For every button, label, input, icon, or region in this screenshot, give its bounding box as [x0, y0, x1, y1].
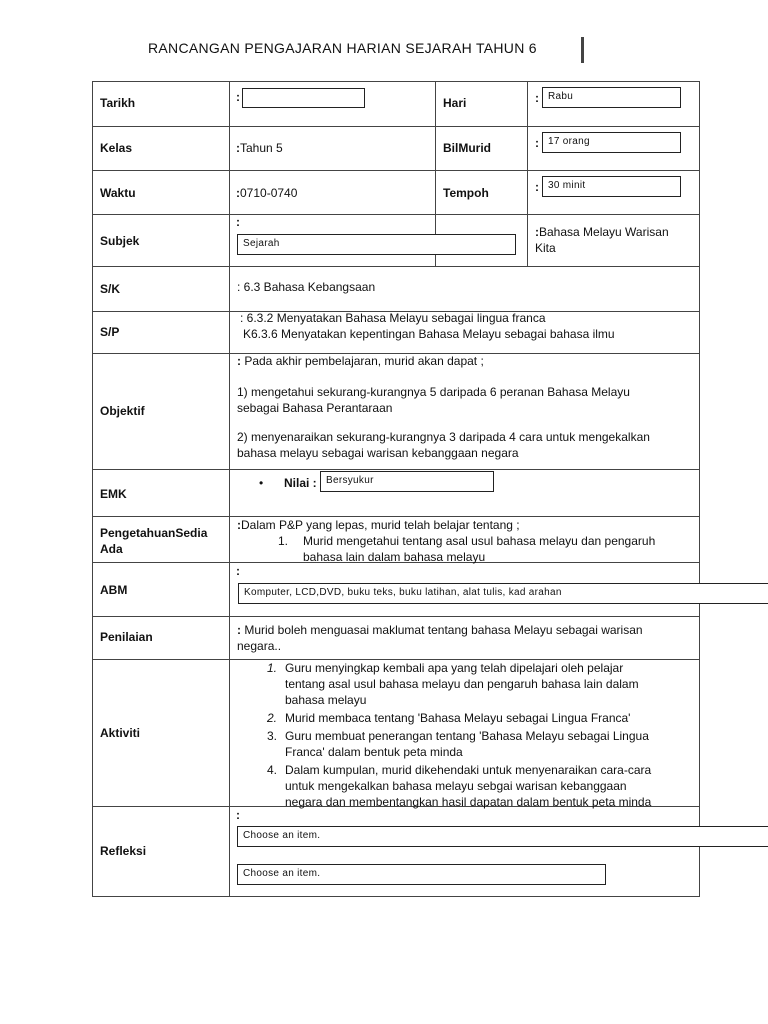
aktiviti-list	[255, 660, 651, 810]
bilmurid-label: BilMurid	[443, 141, 491, 155]
sp-label: S/P	[100, 325, 120, 339]
bilmurid-field[interactable]: 17 orang	[542, 132, 681, 153]
refleksi-label: Refleksi	[100, 844, 147, 858]
pengetahuan-label-line1: PengetahuanSedia	[100, 526, 208, 540]
document-title: RANCANGAN PENGAJARAN HARIAN SEJARAH TAHUN 6	[148, 40, 537, 56]
penilaian-label: Penilaian	[100, 630, 153, 644]
kelas-separator: :	[236, 141, 240, 155]
emk-bullet: •	[259, 476, 264, 490]
aktiviti-item-num: 2.	[266, 711, 277, 725]
abm-label: ABM	[100, 583, 128, 597]
pengetahuan-item-line2: bahasa lain dalam bahasa melayu	[303, 550, 486, 564]
sp-line2: K6.3.6 Menyatakan kepentingan Bahasa Melayu sebagai bahasa ilmu	[243, 327, 615, 341]
aktiviti-item-num: 4.	[266, 763, 277, 777]
waktu-value	[236, 185, 297, 201]
refleksi-choice-2[interactable]: Choose an item.	[237, 864, 606, 885]
aktiviti-item	[255, 762, 651, 810]
aktiviti-item-line: untuk mengekalkan bahasa melayu sebgai warisan kebanggaan	[285, 779, 627, 793]
sp-value	[240, 310, 615, 342]
tarikh-field[interactable]	[242, 88, 365, 108]
waktu-text: 0710-0740	[240, 186, 298, 200]
table-border-top	[92, 81, 700, 82]
nilai-label: Nilai :	[284, 476, 317, 490]
aktiviti-label: Aktiviti	[100, 726, 141, 740]
objektif-item1-line1: 1) mengetahui sekurang-kurangnya 5 daripada 6 peranan Bahasa Melayu	[237, 385, 630, 399]
objektif-item1-line2: sebagai Bahasa Perantaraan	[237, 401, 393, 415]
sk-label: S/K	[100, 282, 121, 296]
tempoh-field[interactable]: 30 minit	[542, 176, 681, 197]
objektif-intro: Pada akhir pembelajaran, murid akan dapat ;	[241, 354, 484, 368]
objektif-content	[237, 353, 650, 461]
aktiviti-item-line: Dalam kumpulan, murid dikehendaki untuk menyenaraikan cara-cara	[285, 763, 652, 777]
aktiviti-item-line: bahasa melayu	[285, 693, 367, 707]
pengetahuan-item	[303, 533, 655, 565]
tarikh-label: Tarikh	[100, 96, 136, 110]
kelas-value	[236, 140, 283, 156]
tarikh-separator: :	[236, 90, 240, 104]
kelas-label: Kelas	[100, 141, 133, 155]
waktu-label: Waktu	[100, 186, 136, 200]
aktiviti-item	[255, 728, 651, 760]
bilmurid-separator: :	[535, 136, 539, 150]
subjek-right-separator: :	[535, 225, 539, 239]
hari-label: Hari	[443, 96, 467, 110]
refleksi-choice-1[interactable]: Choose an item.	[237, 826, 768, 847]
sp-line1: : 6.3.2 Menyatakan Bahasa Melayu sebagai lingua franca	[240, 311, 546, 325]
subjek-right-line2: Kita	[535, 241, 556, 255]
aktiviti-item	[255, 710, 651, 726]
hari-separator: :	[535, 91, 539, 105]
emk-label: EMK	[100, 487, 127, 501]
row-divider	[92, 469, 700, 470]
waktu-separator: :	[236, 186, 240, 200]
objektif-separator: :	[237, 354, 241, 368]
objektif-label: Objektif	[100, 404, 145, 418]
row-divider	[92, 170, 700, 171]
penilaian-separator: :	[237, 623, 241, 637]
tempoh-label: Tempoh	[443, 186, 489, 200]
penilaian-content	[237, 622, 643, 654]
aktiviti-item-num: 1.	[266, 661, 277, 675]
title-divider	[581, 37, 584, 63]
subjek-separator: :	[236, 215, 240, 229]
tempoh-separator: :	[535, 180, 539, 194]
aktiviti-item-line: negara dan membentangkan hasil dapatan dalam bentuk peta minda	[285, 795, 652, 809]
abm-field[interactable]: Komputer, LCD,DVD, buku teks, buku latihan, alat tulis, kad arahan	[238, 583, 768, 604]
kelas-text: Tahun 5	[240, 141, 283, 155]
row-divider	[92, 266, 700, 267]
aktiviti-item-line: Franca' dalam bentuk peta minda	[285, 745, 463, 759]
table-border-right	[699, 81, 700, 897]
label-column-divider	[229, 81, 230, 897]
aktiviti-item-line: tentang asal usul bahasa melayu dan pengaruh bahasa lain dalam	[285, 677, 639, 691]
pengetahuan-separator: :	[237, 518, 241, 532]
subjek-label: Subjek	[100, 234, 140, 248]
aktiviti-item-line: Murid membaca tentang 'Bahasa Melayu sebagai Lingua Franca'	[285, 711, 631, 725]
refleksi-separator: :	[236, 808, 240, 822]
pengetahuan-intro-text: Dalam P&P yang lepas, murid telah belajar tentang ;	[241, 518, 520, 532]
subjek-field[interactable]: Sejarah	[237, 234, 516, 255]
hari-field[interactable]: Rabu	[542, 87, 681, 108]
penilaian-line2: negara..	[237, 639, 282, 653]
subjek-right-line1: Bahasa Melayu Warisan	[539, 225, 669, 239]
aktiviti-item-line: Guru membuat penerangan tentang 'Bahasa Melayu sebagai Lingua	[285, 729, 649, 743]
column-divider	[527, 81, 528, 267]
abm-separator: :	[236, 564, 240, 578]
row-divider	[92, 126, 700, 127]
objektif-item2-line1: 2) menyenaraikan sekurang-kurangnya 3 daripada 4 cara untuk mengekalkan	[237, 430, 650, 444]
pengetahuan-item-line1: Murid mengetahui tentang asal usul bahasa melayu dan pengaruh	[303, 534, 656, 548]
table-border-left	[92, 81, 93, 897]
table-border-bottom	[92, 896, 700, 897]
aktiviti-item	[255, 660, 651, 708]
pengetahuan-label-line2: Ada	[100, 542, 123, 556]
subjek-right-value	[535, 224, 669, 256]
nilai-field[interactable]: Bersyukur	[320, 471, 494, 492]
penilaian-line1: Murid boleh menguasai maklumat tentang bahasa Melayu sebagai warisan	[241, 623, 643, 637]
pengetahuan-label	[100, 525, 207, 557]
row-divider	[92, 616, 700, 617]
pengetahuan-item-num: 1.	[278, 534, 289, 548]
aktiviti-item-line: Guru menyingkap kembali apa yang telah dipelajari oleh pelajar	[285, 661, 624, 675]
sk-value: : 6.3 Bahasa Kebangsaan	[237, 280, 376, 294]
aktiviti-item-num: 3.	[266, 729, 277, 743]
pengetahuan-intro	[237, 517, 520, 533]
objektif-item2-line2: bahasa melayu sebagai warisan kebanggaan negara	[237, 446, 519, 460]
row-divider	[92, 214, 700, 215]
